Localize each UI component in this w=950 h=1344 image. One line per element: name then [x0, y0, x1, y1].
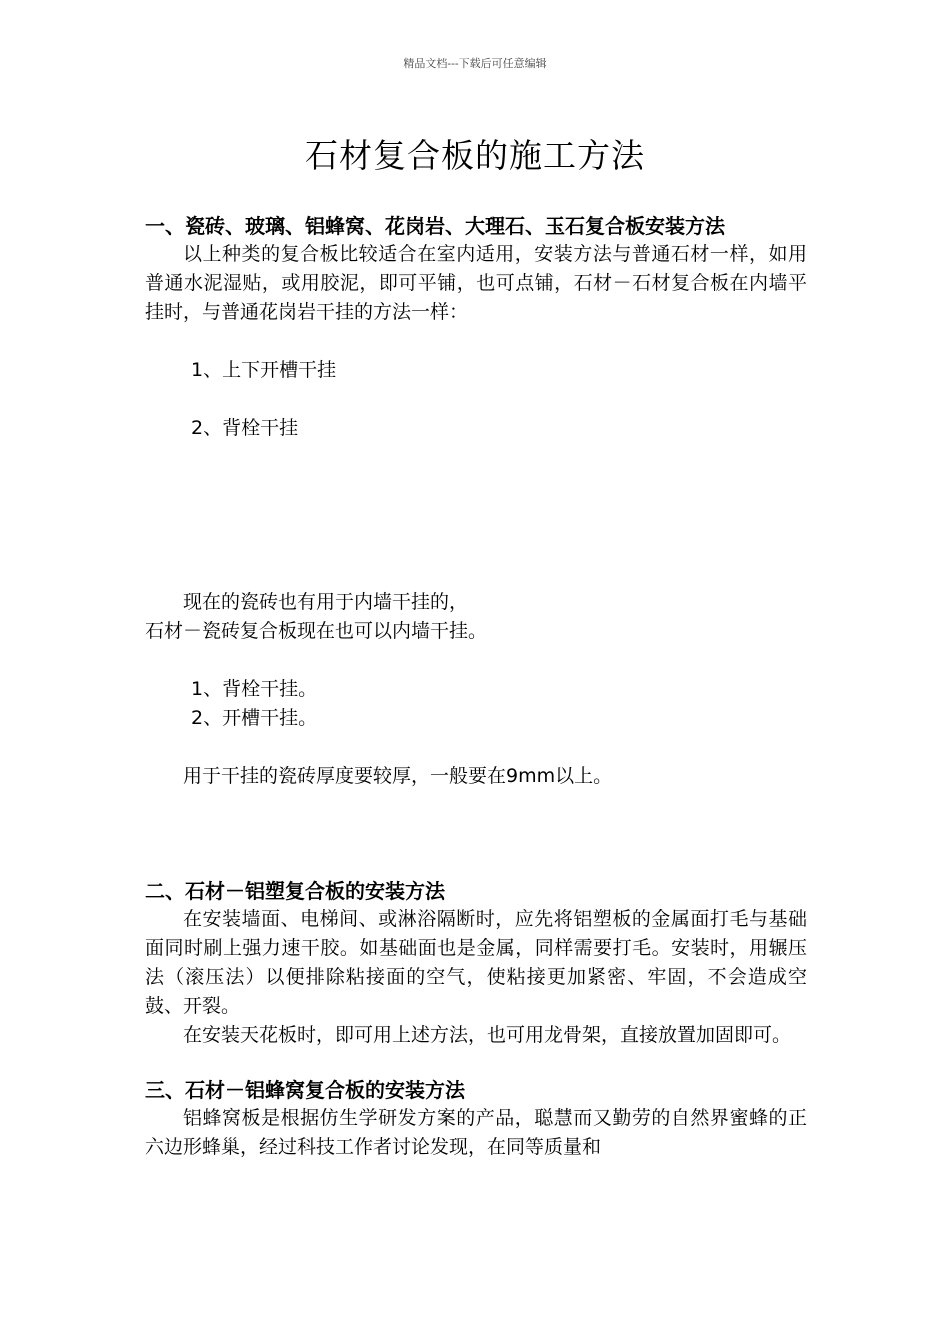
document-title: 石材复合板的施工方法	[305, 136, 645, 175]
section-3	[145, 1076, 807, 1162]
section-2-heading: 二、石材－铝塑复合板的安装方法	[145, 879, 445, 903]
section-2-paragraph-2: 在安装天花板时，即可用上述方法，也可用龙骨架，直接放置加固即可。	[183, 1024, 792, 1046]
section-1-paragraph-2-line-1: 现在的瓷砖也有用于内墙干挂的，	[183, 591, 469, 613]
section-1-heading: 一、瓷砖、玻璃、铝蜂窝、花岗岩、大理石、玉石复合板安装方法	[145, 214, 725, 238]
section-1-paragraph-3: 用于干挂的瓷砖厚度要较厚，一般要在9mm以上。	[183, 765, 613, 787]
section-1	[145, 212, 807, 791]
section-1-paragraph-1: 以上种类的复合板比较适合在室内适用，安装方法与普通石材一样，如用普通水泥湿贴，或用胶泥，即可平铺，也可点铺，石材－石材复合板在内墙平挂时，与普通花岗岩干挂的方法一样：	[145, 243, 807, 323]
section-1-paragraph-2-line-2: 石材－瓷砖复合板现在也可以内墙干挂。	[145, 620, 488, 642]
install-method-1: 1、上下开槽干挂	[191, 359, 337, 381]
header-note: 精品文档---下载后可任意编辑	[403, 57, 547, 70]
tile-method-2: 2、开槽干挂。	[191, 707, 318, 729]
section-3-paragraph-1: 铝蜂窝板是根据仿生学研发方案的产品，聪慧而又勤劳的自然界蜜蜂的正六边形蜂巢，经过科技工作者讨论发现，在同等质量和	[145, 1107, 807, 1158]
tile-method-1: 1、背栓干挂。	[191, 678, 318, 700]
section-3-heading: 三、石材－铝蜂窝复合板的安装方法	[145, 1078, 465, 1102]
document-body	[145, 212, 807, 1162]
section-2	[145, 877, 807, 1050]
install-method-2: 2、背栓干挂	[191, 417, 299, 439]
section-2-paragraph-1: 在安装墙面、电梯间、或淋浴隔断时，应先将铝塑板的金属面打毛与基础面同时刷上强力速干胶。如基础面也是金属，同样需要打毛。安装时，用辗压法（滚压法）以便排除粘接面的空气，使粘接更加紧密、牢固，不会造成空鼓、开裂。	[145, 908, 807, 1017]
